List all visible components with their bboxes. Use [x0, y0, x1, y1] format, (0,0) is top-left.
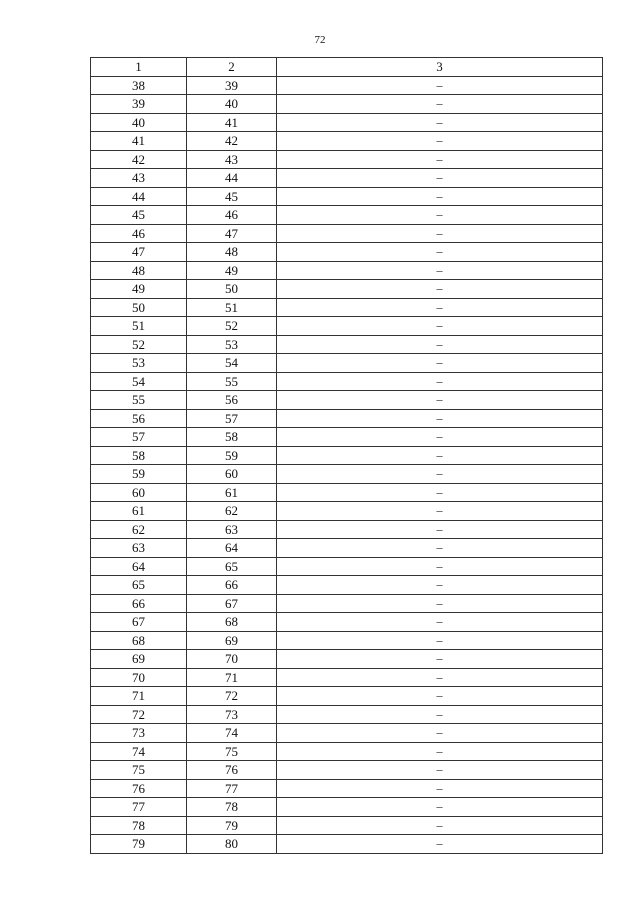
table-cell-col3: – — [277, 650, 603, 669]
table-cell-col3: – — [277, 76, 603, 95]
table-cell-col3: – — [277, 483, 603, 502]
table-cell-col2: 51 — [187, 298, 277, 317]
table-cell-col3: – — [277, 835, 603, 854]
table-cell-col1: 38 — [91, 76, 187, 95]
table-cell-col3: – — [277, 576, 603, 595]
table-cell-col2: 76 — [187, 761, 277, 780]
table-cell-col3: – — [277, 95, 603, 114]
table-cell-col2: 69 — [187, 631, 277, 650]
table-cell-col1: 56 — [91, 409, 187, 428]
table-cell-col2: 59 — [187, 446, 277, 465]
table-header — [91, 58, 603, 77]
table-cell-col3: – — [277, 113, 603, 132]
table-cell-col2: 53 — [187, 335, 277, 354]
table-cell-col1: 55 — [91, 391, 187, 410]
table-cell-col3: – — [277, 428, 603, 447]
table-cell-col3: – — [277, 502, 603, 521]
table-cell-col1: 65 — [91, 576, 187, 595]
table-cell-col2: 58 — [187, 428, 277, 447]
table-cell-col2: 70 — [187, 650, 277, 669]
table-cell-col1: 47 — [91, 243, 187, 262]
table-row — [91, 816, 603, 835]
table-cell-col2: 49 — [187, 261, 277, 280]
table-row — [91, 280, 603, 299]
table-cell-col2: 73 — [187, 705, 277, 724]
table-cell-col1: 68 — [91, 631, 187, 650]
table-row — [91, 835, 603, 854]
table-cell-col2: 60 — [187, 465, 277, 484]
table-cell-col2: 61 — [187, 483, 277, 502]
table-cell-col3: – — [277, 668, 603, 687]
table-cell-col1: 60 — [91, 483, 187, 502]
table-row — [91, 428, 603, 447]
table-cell-col2: 46 — [187, 206, 277, 225]
data-table — [90, 57, 603, 854]
table-cell-col2: 65 — [187, 557, 277, 576]
table-cell-col1: 49 — [91, 280, 187, 299]
table-row — [91, 150, 603, 169]
table-cell-col3: – — [277, 372, 603, 391]
table-row — [91, 169, 603, 188]
table-row — [91, 779, 603, 798]
column-header-3: 3 — [277, 58, 603, 77]
table-row — [91, 335, 603, 354]
table-body — [91, 76, 603, 853]
table-cell-col2: 52 — [187, 317, 277, 336]
table-cell-col3: – — [277, 539, 603, 558]
table-cell-col1: 79 — [91, 835, 187, 854]
table-cell-col3: – — [277, 298, 603, 317]
table-cell-col1: 50 — [91, 298, 187, 317]
table-row — [91, 95, 603, 114]
column-header-1: 1 — [91, 58, 187, 77]
table-header-row — [91, 58, 603, 77]
table-cell-col2: 42 — [187, 132, 277, 151]
column-header-2: 2 — [187, 58, 277, 77]
table-cell-col1: 77 — [91, 798, 187, 817]
table-cell-col1: 46 — [91, 224, 187, 243]
table-cell-col2: 80 — [187, 835, 277, 854]
table-row — [91, 243, 603, 262]
table-cell-col3: – — [277, 613, 603, 632]
table-row — [91, 206, 603, 225]
table-cell-col1: 42 — [91, 150, 187, 169]
table-row — [91, 668, 603, 687]
table-row — [91, 261, 603, 280]
table-row — [91, 798, 603, 817]
table-cell-col1: 48 — [91, 261, 187, 280]
table-cell-col3: – — [277, 187, 603, 206]
table-cell-col1: 70 — [91, 668, 187, 687]
table-cell-col1: 40 — [91, 113, 187, 132]
table-cell-col3: – — [277, 631, 603, 650]
table-cell-col3: – — [277, 798, 603, 817]
table-cell-col2: 78 — [187, 798, 277, 817]
table-row — [91, 557, 603, 576]
table-cell-col1: 59 — [91, 465, 187, 484]
table-cell-col1: 74 — [91, 742, 187, 761]
table-cell-col3: – — [277, 742, 603, 761]
table-row — [91, 317, 603, 336]
table-cell-col2: 77 — [187, 779, 277, 798]
table-cell-col3: – — [277, 206, 603, 225]
table-cell-col2: 71 — [187, 668, 277, 687]
table-cell-col3: – — [277, 132, 603, 151]
table-cell-col3: – — [277, 446, 603, 465]
table-cell-col3: – — [277, 409, 603, 428]
table-cell-col2: 75 — [187, 742, 277, 761]
table-cell-col2: 40 — [187, 95, 277, 114]
table-cell-col2: 72 — [187, 687, 277, 706]
table-cell-col1: 53 — [91, 354, 187, 373]
table-cell-col3: – — [277, 594, 603, 613]
table-row — [91, 687, 603, 706]
table-cell-col3: – — [277, 335, 603, 354]
table-cell-col2: 56 — [187, 391, 277, 410]
table-row — [91, 113, 603, 132]
table-cell-col1: 62 — [91, 520, 187, 539]
table-cell-col1: 78 — [91, 816, 187, 835]
table-cell-col3: – — [277, 243, 603, 262]
table-cell-col1: 75 — [91, 761, 187, 780]
table-row — [91, 594, 603, 613]
table-row — [91, 465, 603, 484]
table-cell-col2: 63 — [187, 520, 277, 539]
table-cell-col1: 72 — [91, 705, 187, 724]
table-cell-col3: – — [277, 779, 603, 798]
table-cell-col3: – — [277, 705, 603, 724]
table-row — [91, 705, 603, 724]
table-cell-col3: – — [277, 816, 603, 835]
table-cell-col2: 54 — [187, 354, 277, 373]
table-cell-col1: 58 — [91, 446, 187, 465]
table-cell-col1: 41 — [91, 132, 187, 151]
table-cell-col2: 44 — [187, 169, 277, 188]
table-cell-col2: 67 — [187, 594, 277, 613]
table-cell-col1: 71 — [91, 687, 187, 706]
table-cell-col2: 39 — [187, 76, 277, 95]
table-cell-col3: – — [277, 150, 603, 169]
table-cell-col3: – — [277, 224, 603, 243]
table-row — [91, 391, 603, 410]
table-row — [91, 539, 603, 558]
table-row — [91, 576, 603, 595]
table-cell-col1: 54 — [91, 372, 187, 391]
table-cell-col3: – — [277, 317, 603, 336]
table-row — [91, 76, 603, 95]
table-row — [91, 520, 603, 539]
table-row — [91, 187, 603, 206]
table-cell-col1: 43 — [91, 169, 187, 188]
table-cell-col1: 57 — [91, 428, 187, 447]
table-cell-col3: – — [277, 280, 603, 299]
table-cell-col1: 39 — [91, 95, 187, 114]
table-row — [91, 631, 603, 650]
table-row — [91, 132, 603, 151]
table-cell-col2: 79 — [187, 816, 277, 835]
page-number: 72 — [314, 34, 326, 46]
table-cell-col1: 66 — [91, 594, 187, 613]
table-cell-col3: – — [277, 687, 603, 706]
table-cell-col3: – — [277, 557, 603, 576]
table-row — [91, 483, 603, 502]
table-cell-col2: 55 — [187, 372, 277, 391]
table-row — [91, 650, 603, 669]
table-cell-col3: – — [277, 724, 603, 743]
table-cell-col1: 63 — [91, 539, 187, 558]
table-cell-col2: 43 — [187, 150, 277, 169]
table-cell-col2: 47 — [187, 224, 277, 243]
table-cell-col2: 50 — [187, 280, 277, 299]
table-cell-col2: 48 — [187, 243, 277, 262]
table-row — [91, 446, 603, 465]
table-row — [91, 502, 603, 521]
table-cell-col1: 45 — [91, 206, 187, 225]
table-cell-col1: 52 — [91, 335, 187, 354]
table-cell-col2: 66 — [187, 576, 277, 595]
table-cell-col1: 76 — [91, 779, 187, 798]
table-cell-col3: – — [277, 169, 603, 188]
table-cell-col1: 44 — [91, 187, 187, 206]
table-row — [91, 761, 603, 780]
table-cell-col2: 41 — [187, 113, 277, 132]
table-row — [91, 742, 603, 761]
table-cell-col2: 57 — [187, 409, 277, 428]
table-cell-col3: – — [277, 261, 603, 280]
table-cell-col2: 68 — [187, 613, 277, 632]
table-row — [91, 372, 603, 391]
table-row — [91, 298, 603, 317]
table-cell-col3: – — [277, 761, 603, 780]
table-cell-col2: 74 — [187, 724, 277, 743]
table-row — [91, 354, 603, 373]
table-cell-col2: 64 — [187, 539, 277, 558]
table-cell-col3: – — [277, 465, 603, 484]
table-cell-col3: – — [277, 391, 603, 410]
table-cell-col1: 69 — [91, 650, 187, 669]
table-cell-col3: – — [277, 520, 603, 539]
table-cell-col3: – — [277, 354, 603, 373]
table-row — [91, 224, 603, 243]
table-cell-col1: 73 — [91, 724, 187, 743]
table-cell-col1: 67 — [91, 613, 187, 632]
table-row — [91, 724, 603, 743]
table-row — [91, 409, 603, 428]
table-row — [91, 613, 603, 632]
table-cell-col1: 51 — [91, 317, 187, 336]
table-cell-col2: 45 — [187, 187, 277, 206]
table-cell-col2: 62 — [187, 502, 277, 521]
table-cell-col1: 61 — [91, 502, 187, 521]
table-cell-col1: 64 — [91, 557, 187, 576]
